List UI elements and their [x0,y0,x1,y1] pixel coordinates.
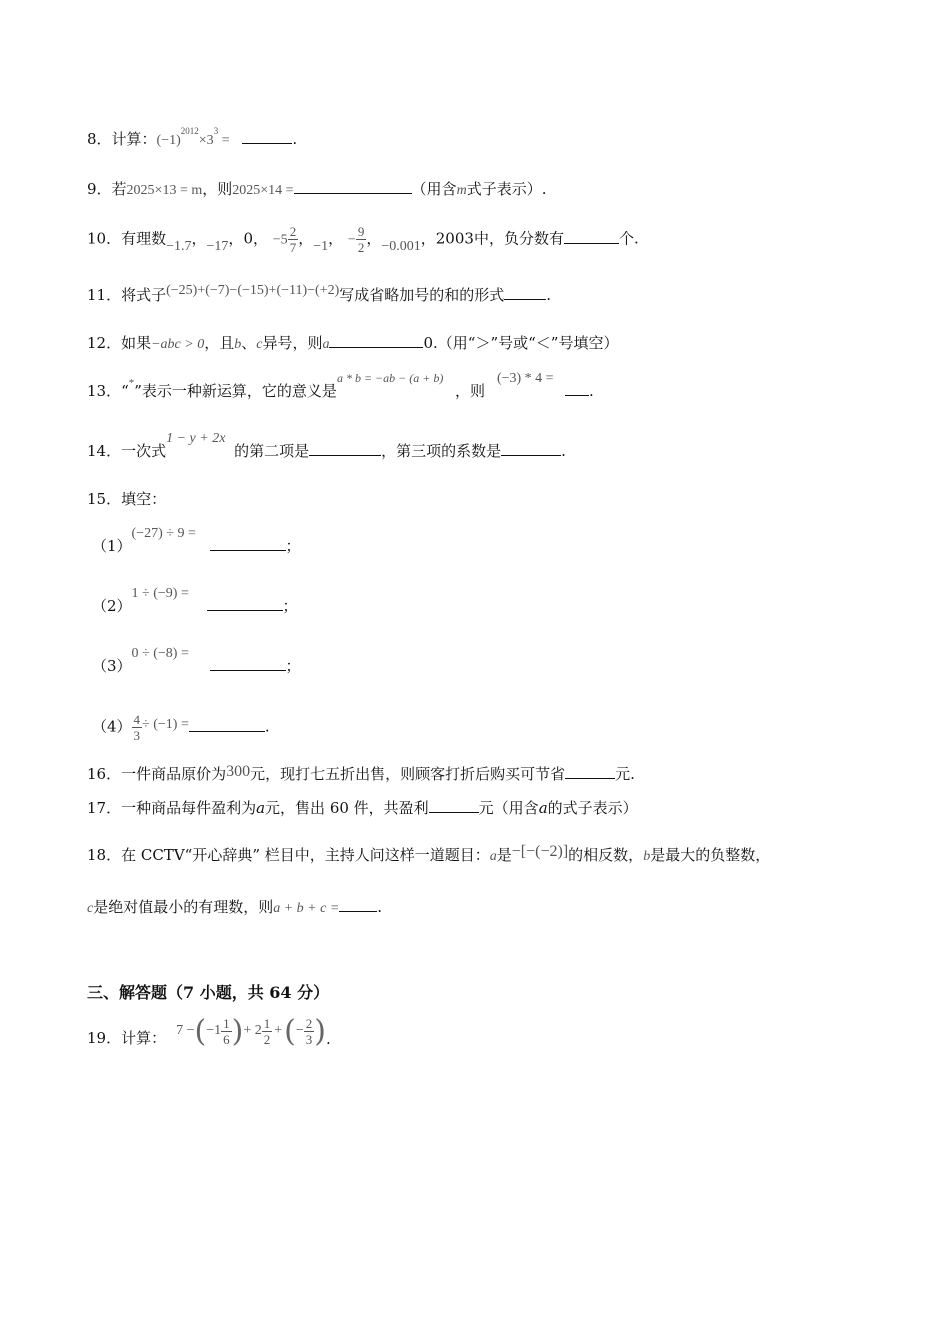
q16-answer-blank[interactable] [565,777,615,779]
q14-blank-coefficient[interactable] [501,454,561,456]
q18-expression: −[−(−2)] [511,843,569,860]
q11-answer-blank[interactable] [504,298,546,300]
q10-fraction-2-7: $\frac{2}{7}$ [289,224,297,255]
q19-fraction-1-6: $\frac{1}{6}$ [223,1015,230,1047]
q11-expression: (−25)+(−7)−(−15)+(−11)−(+2) [166,283,340,298]
q9-expression: 2025×14 = [232,183,294,198]
q18-sum-expression: a + b + c = [273,901,340,916]
question-13: 13．“*”表示一种新运算，它的意义是a * b = −ab − (a + b)，则(−3) * 4 =. [87,371,594,400]
question-17: 17．一种商品每件盈利为a元，售出 60 件，共盈利 元（用含a的式子表示） [87,799,638,817]
question-18-cont: c是绝对值最小的有理数，则a + b + c = . [87,898,383,916]
q8-answer-blank[interactable] [242,142,292,144]
q15-item-3: （3）0 ÷ (−8) =； [92,646,301,675]
q15-4-fraction: $\frac{4}{3}$ [133,712,141,743]
question-8: 8．计算：$(-1)^{2012}\times 3^3$ = . [87,126,298,148]
q10-fraction-9-2: $\frac{9}{2}$ [357,224,365,255]
q18-answer-blank[interactable] [339,910,377,912]
q15-2-answer-blank[interactable] [207,609,283,611]
question-11: 11．将式子(−25)+(−7)−(−15)+(−11)−(+2)写成省略加号的和的形式 . [87,283,552,304]
question-19: 19．计算： 7 − ( −1 $\frac{1}{6}$ ) + 2 $\frac{1}{2}$ + ( − $\frac{2}{3}$ ) . [87,1013,331,1049]
q15-item-4: （4） $\frac{4}{3}$ ÷ (−1) = . [92,712,270,743]
section-3-heading: 三、解答题（7 小题，共 64 分） [87,983,330,1002]
q14-blank-second-term[interactable] [309,454,381,456]
question-9: 9．若2025×13 = m，则2025×14 = （用含m式子表示）. [87,180,547,198]
q15-item-2: （2）1 ÷ (−9) =； [92,586,298,615]
q15-4-answer-blank[interactable] [189,730,265,732]
q8-label: 8．计算： [87,130,157,148]
q19-fraction-2-3: $\frac{2}{3}$ [305,1015,313,1047]
question-14: 14．一次式1 − y + 2x的第二项是 ，第三项的系数是 . [87,431,566,460]
question-15-title: 15．填空： [87,490,167,508]
q13-expression: (−3) * 4 = [496,371,554,386]
q17-answer-blank[interactable] [429,811,479,813]
q12-answer-blank[interactable] [329,346,423,348]
q13-definition: a * b = −ab − (a + b) [336,371,444,385]
q15-1-answer-blank[interactable] [210,549,286,551]
q19-fraction-1-2: $\frac{1}{2}$ [263,1015,271,1047]
q9-given: 2025×13 = m [126,183,203,198]
question-16: 16．一件商品原价为300元，现打七五折出售，则顾客打折后购买可节省 元. [87,763,635,783]
q15-item-1: （1）(−27) ÷ 9 =； [92,526,301,555]
question-12: 12．如果−abc > 0，且b、c异号，则a 0.（用“＞”号或“＜”号填空） [87,334,619,352]
question-18: 18．在 CCTV“开心辞典” 栏目中，主持人问这样一道题目：a是−[−(−2)]的相反数，b是最大的负整数， [87,843,771,864]
q13-answer-blank[interactable] [565,394,589,396]
q15-3-answer-blank[interactable] [210,669,286,671]
q8-expression: $(-1)^{2012}\times 3^3$ = [156,126,230,148]
q14-expression: 1 − y + 2x [166,431,226,446]
q9-answer-blank[interactable] [294,192,412,194]
question-10: 10．有理数−1.7，−17，0， −5 $\frac{2}{7}$ ，−1， − $\frac{9}{2}$ ，−0.001，2003中，负分数有 个. [87,224,639,255]
q10-answer-blank[interactable] [564,242,619,244]
